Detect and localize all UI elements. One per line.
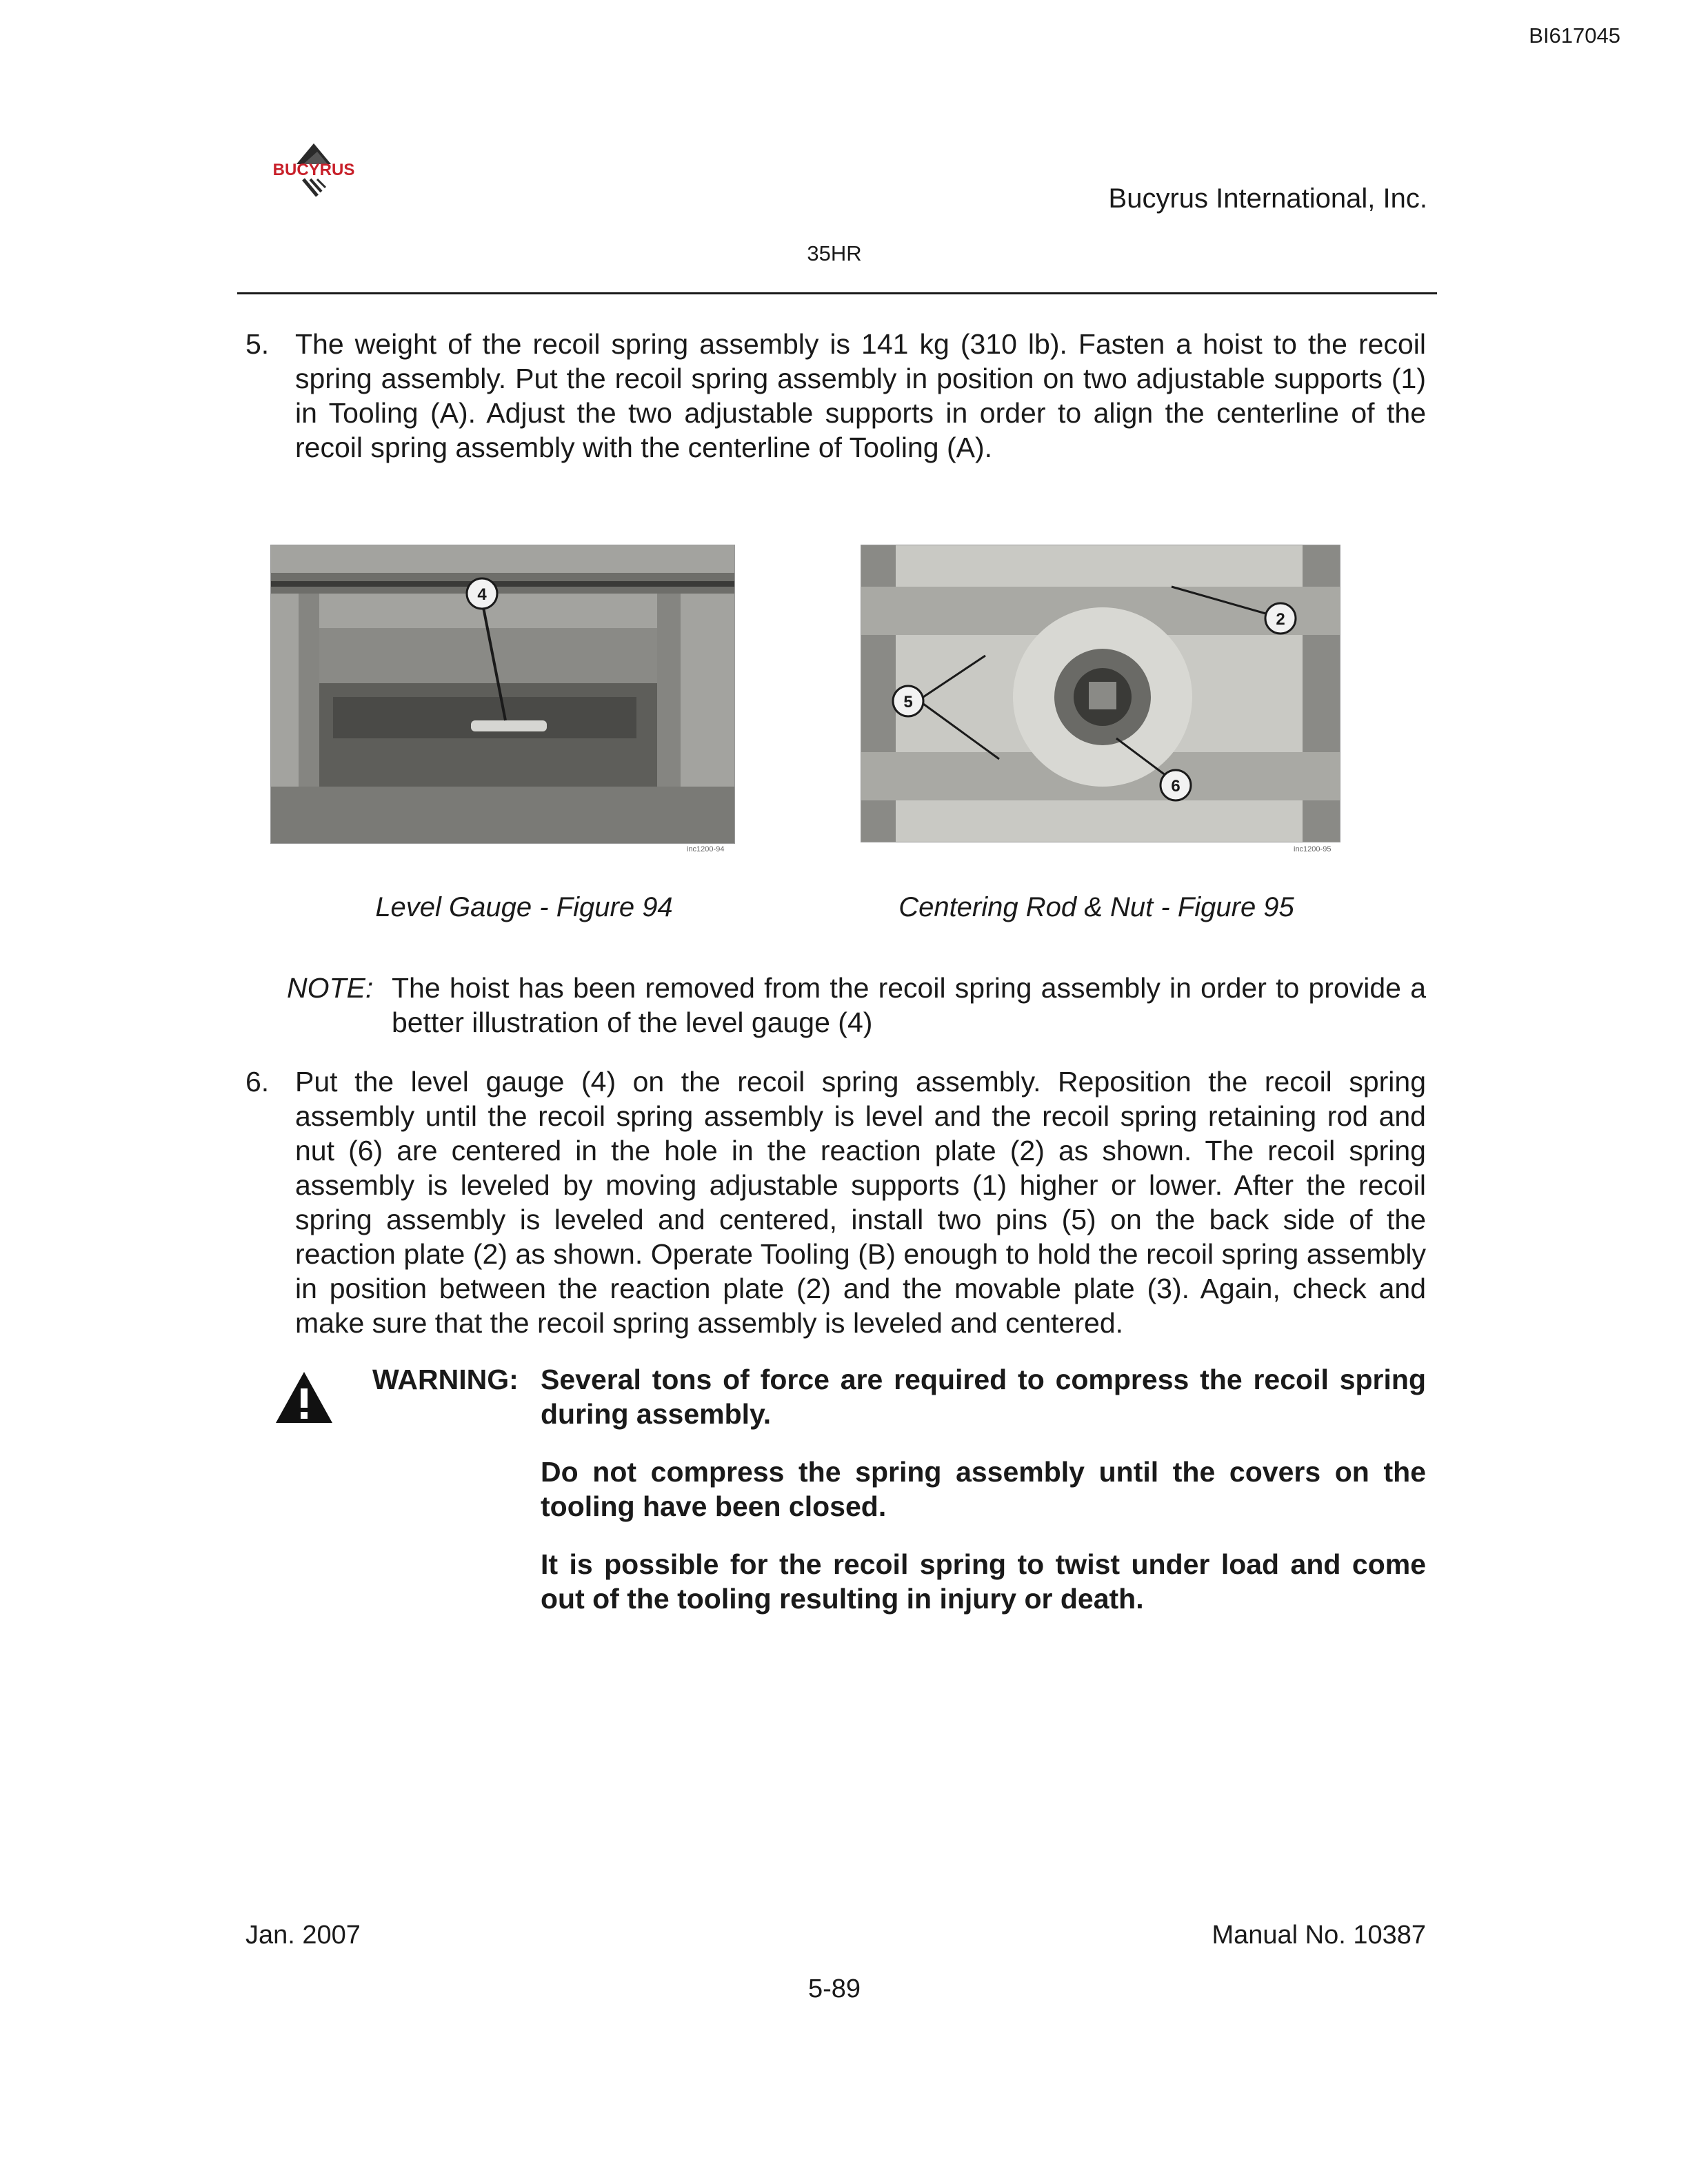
footer-manual-number: Manual No. 10387: [1212, 1921, 1426, 1950]
warning-triangle-icon: [274, 1371, 334, 1424]
callout-5: 5: [903, 693, 913, 711]
figure-95-caption: Centering Rod & Nut - Figure 95: [898, 892, 1294, 922]
note-text: The hoist has been removed from the recoil spring assembly in order to provide a better illustration of the level gauge (4): [392, 972, 1426, 1038]
logo-text: BUCYRUS: [272, 161, 355, 179]
warning-label: WARNING:: [372, 1364, 519, 1395]
document-id: BI617045: [1529, 23, 1620, 48]
step-6: [245, 1064, 1426, 1354]
figure-95-photo: [861, 545, 1340, 842]
step-5: [245, 327, 1426, 472]
footer-date: Jan. 2007: [245, 1921, 361, 1950]
note-label: NOTE:: [287, 972, 374, 1004]
figure-94-caption: Level Gauge - Figure 94: [375, 892, 673, 922]
figure-95-code: inc1200-95: [1294, 845, 1332, 853]
step-number: 6.: [245, 1066, 270, 1098]
bucyrus-logo: [255, 135, 372, 204]
company-name: Bucyrus International, Inc.: [1108, 183, 1427, 214]
note: [287, 971, 1426, 1046]
callout-6: 6: [1171, 777, 1180, 796]
step-text: Put the level gauge (4) on the recoil spring assembly. Reposition the recoil spring assembly until the recoil spring assembly is level and the recoil spring retaining rod and nut (6) are centered in the hole in the reaction plate (2) as shown. The recoil spring assembly is leveled by moving adjustable supports (1) higher or lower. After the recoil spring assembly is leveled and centered, install two pins (5) on the back side of the reaction plate (2) as shown. Operate Tooling (B) enough to hold the recoil spring assembly in position between the reaction plate (2) and the movable plate (3). Again, check and make sure that the recoil spring assembly is leveled and centered.: [295, 1066, 1426, 1339]
callout-4: 4: [477, 585, 487, 604]
warning-paragraph: Several tons of force are required to compress the recoil spring during assembly.: [541, 1364, 1426, 1430]
page-number: 5-89: [807, 1974, 861, 2003]
figure-94-code: inc1200-94: [687, 845, 725, 853]
header-rule: [237, 292, 1437, 294]
warning-paragraph: Do not compress the spring assembly until the covers on the tooling have been closed.: [541, 1456, 1426, 1522]
callout-2: 2: [1276, 610, 1285, 629]
figure-94-photo: [270, 545, 735, 844]
step-number: 5.: [245, 328, 270, 360]
model-number: 35HR: [807, 241, 862, 265]
warning-paragraph: It is possible for the recoil spring to twist under load and come out of the tooling resulting in injury or death.: [541, 1548, 1426, 1615]
step-text: The weight of the recoil spring assembly is 141 kg (310 lb). Fasten a hoist to the recoil spring assembly. Put the recoil spring assembly in position on two adjustable supports (1) in Tooling (A). Adjust the two adjustable supports in order to align the centerline of the recoil spring assembly with the centerline of Tooling (A).: [295, 328, 1426, 463]
